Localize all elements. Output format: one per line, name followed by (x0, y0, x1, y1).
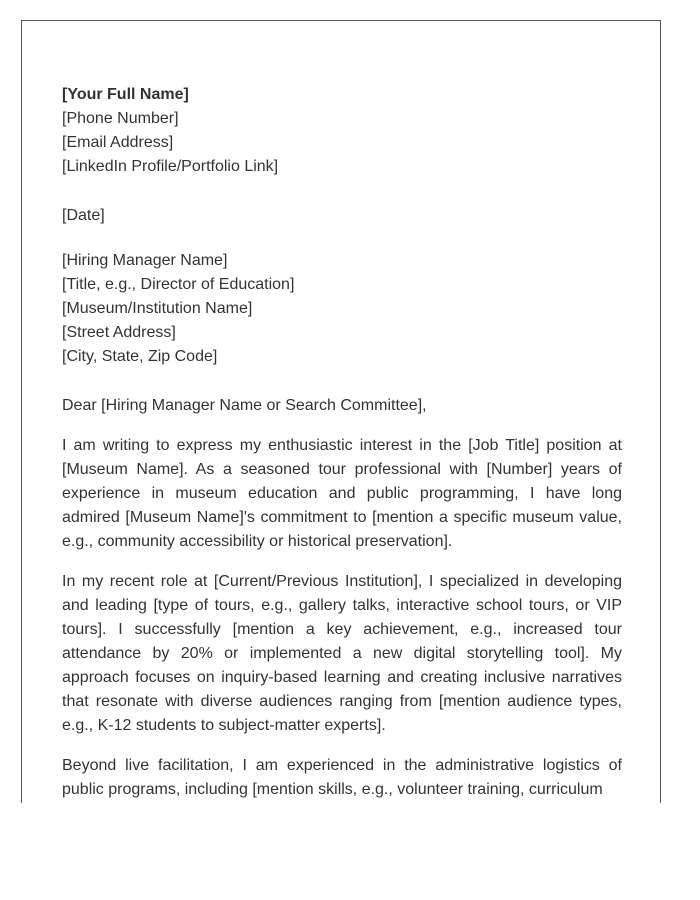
recipient-institution: [Museum/Institution Name] (62, 300, 253, 317)
letter-page (21, 20, 661, 803)
recipient-title: [Title, e.g., Director of Education] (62, 276, 295, 293)
sender-name: [Your Full Name] (62, 86, 189, 103)
letter-date: [Date] (62, 207, 105, 224)
sender-email: [Email Address] (62, 134, 174, 151)
recipient-name: [Hiring Manager Name] (62, 252, 228, 269)
recipient-block (62, 249, 622, 369)
salutation-block (62, 394, 622, 418)
sender-block (62, 83, 622, 179)
paragraph-logistics: Beyond live facilitation, I am experienced in the administrative logistics of public programs, including [mention skills, e.g., volunteer training, curriculum (62, 757, 622, 798)
sender-link: [LinkedIn Profile/Portfolio Link] (62, 158, 279, 175)
recipient-street: [Street Address] (62, 324, 176, 341)
recipient-city: [City, State, Zip Code] (62, 348, 218, 365)
salutation: Dear [Hiring Manager Name or Search Committee], (62, 397, 427, 414)
date-block (62, 204, 622, 228)
letter-body (62, 83, 622, 802)
paragraph-intro: I am writing to express my enthusiastic interest in the [Job Title] position at [Museum Name]. As a seasoned tour professional with [Number] years of experience in museum education and public programming, I have long admired [Museum Name]'s commitment to [mention a specific museum value, e.g., community accessibility or historical preservation]. (62, 437, 622, 550)
paragraph-experience: In my recent role at [Current/Previous Institution], I specialized in developing and leading [type of tours, e.g., gallery talks, interactive school tours, or VIP tours]. I successfully [mention a key achievement, e.g., increased tour attendance by 20% or implemented a new digital storytelling tool]. My approach focuses on inquiry-based learning and creating inclusive narratives that resonate with diverse audiences ranging from [mention audience types, e.g., K-12 students to subject-matter experts]. (62, 573, 622, 734)
sender-phone: [Phone Number] (62, 110, 179, 127)
